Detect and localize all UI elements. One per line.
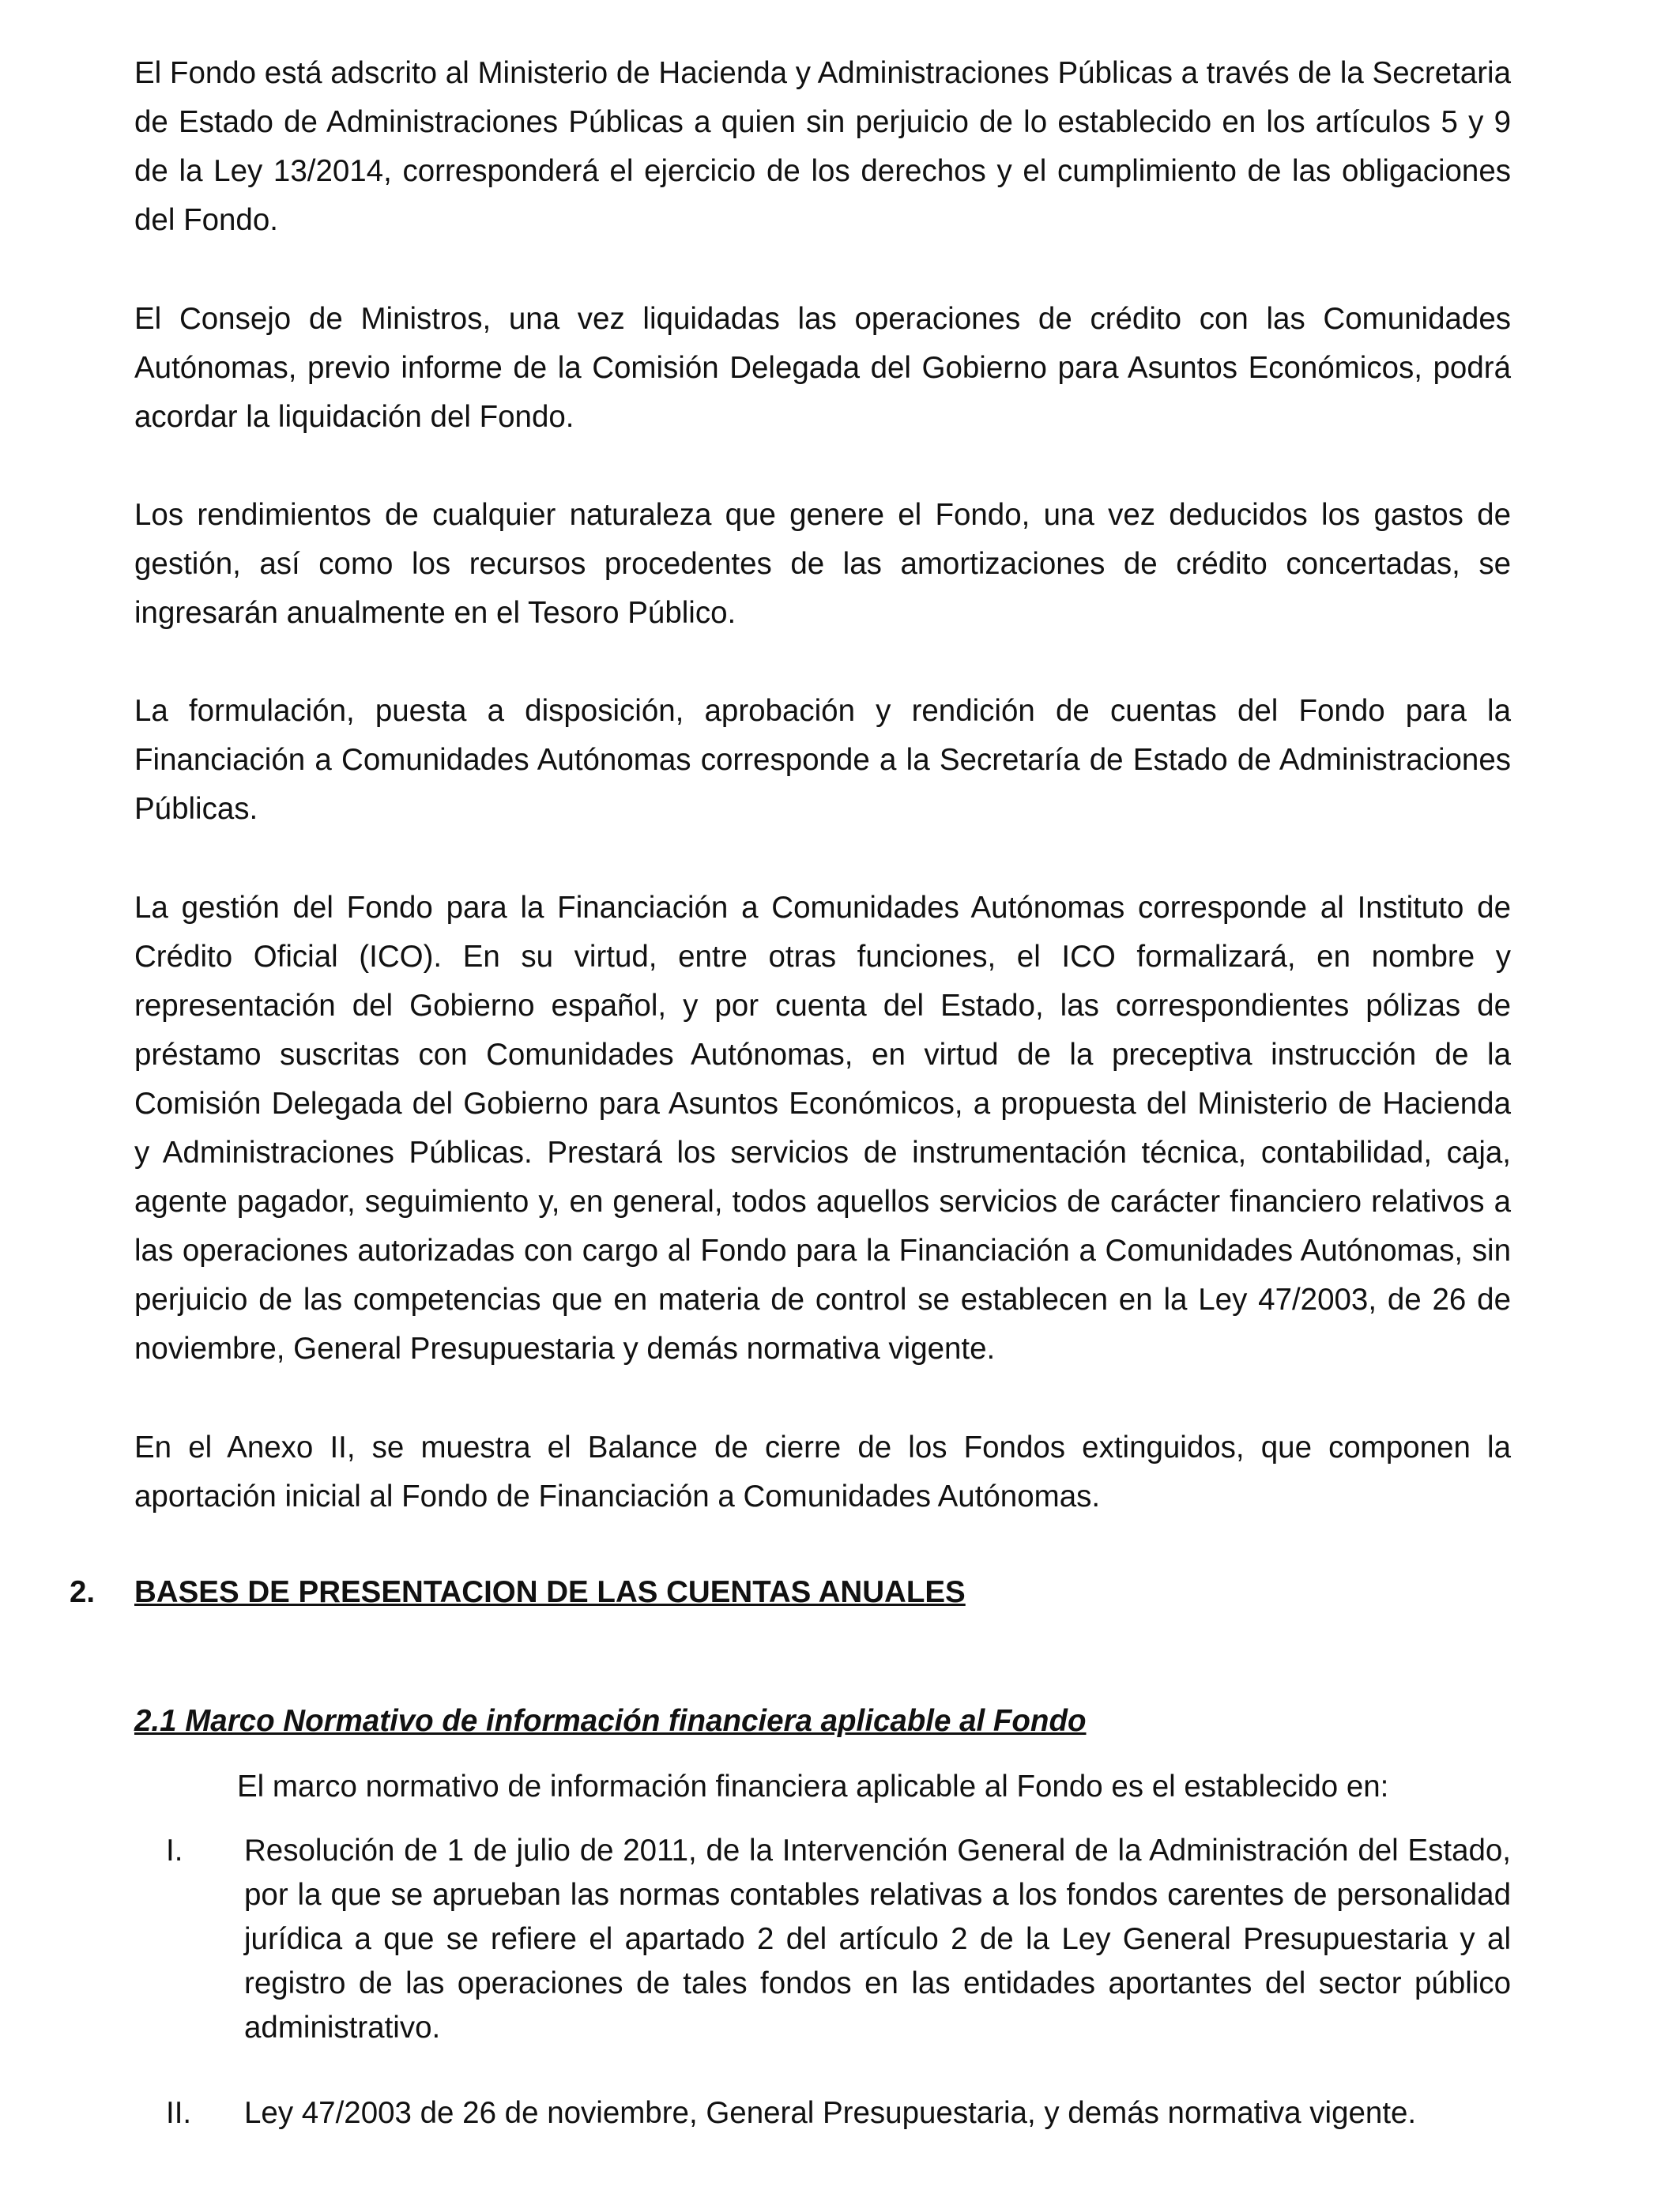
section-title: BASES DE PRESENTACION DE LAS CUENTAS ANUALES [134, 1575, 966, 1609]
section-number: 2. [70, 1575, 96, 1609]
paragraph-anexo: En el Anexo II, se muestra el Balance de cierre de los Fondos extinguidos, que componen la aportación inicial al Fondo de Financiación a Comunidades Autónomas. [134, 1431, 1511, 1514]
paragraph-adscripcion: El Fondo está adscrito al Ministerio de Hacienda y Administraciones Públicas a través de la Secretaria de Estado de Administraciones Públicas a quien sin perjuicio de lo establecido en los artículos 5 y 9 de la Ley 13/2014, corresponderá el ejercicio de los derechos y el cumplimiento de las obligaciones del Fondo. [134, 56, 1511, 237]
list-marker: I. [166, 1834, 183, 1868]
paragraph-gestion: La gestión del Fondo para la Financiación a Comunidades Autónomas corresponde al Instituto de Crédito Oficial (ICO). En su virtud, entre otras funciones, el ICO formalizará, en nombre y representación del Gobierno español, y por cuenta del Estado, las correspondientes pólizas de préstamo suscritas con Comunidades Autónomas, en virtud de la preceptiva instrucción de la Comisión Delegada del Gobierno para Asuntos Económicos, a propuesta del Ministerio de Hacienda y Administraciones Públicas. Prestará los servicios de instrumentación técnica, contabilidad, caja, agente pagador, seguimiento y, en general, todos aquellos servicios de carácter financiero relativos a las operaciones autorizadas con cargo al Fondo para la Financiación a Comunidades Autónomas, sin perjuicio de las competencias que en materia de control se establecen en la Ley 47/2003, de 26 de noviembre, General Presupuestaria y demás normativa vigente. [134, 891, 1511, 1366]
section-heading [70, 1568, 1492, 1617]
list-text: Ley 47/2003 de 26 de noviembre, General Presupuestaria, y demás normativa vigente. [244, 2096, 1417, 2130]
list-text: Resolución de 1 de julio de 2011, de la Intervención General de la Administración del Estado, por la que se aprueban las normas contables relativas a los fondos carentes de personalidad jurídica a que se refiere el apartado 2 del artículo 2 de la Ley General Presupuestaria y al registro de las operaciones de tales fondos en las entidades aportantes del sector público administrativo. [244, 1834, 1511, 2045]
list-marker: II. [166, 2096, 192, 2130]
paragraph-liquidacion: El Consejo de Ministros, una vez liquidadas las operaciones de crédito con las Comunidades Autónomas, previo informe de la Comisión Delegada del Gobierno para Asuntos Económicos, podrá acordar la liquidación del Fondo. [134, 302, 1511, 434]
paragraph-formulacion: La formulación, puesta a disposición, aprobación y rendición de cuentas del Fondo para la Financiación a Comunidades Autónomas corresponde a la Secretaría de Estado de Administraciones Públicas. [134, 694, 1511, 826]
paragraph-rendimientos: Los rendimientos de cualquier naturaleza que genere el Fondo, una vez deducidos los gastos de gestión, así como los recursos procedentes de las amortizaciones de crédito concertadas, se ingresarán anualmente en el Tesoro Público. [134, 498, 1511, 630]
subsection-intro: El marco normativo de información financiera aplicable al Fondo es el establecido en: [237, 1770, 1389, 1804]
subsection-title: 2.1 Marco Normativo de información financiera aplicable al Fondo [134, 1704, 1087, 1738]
